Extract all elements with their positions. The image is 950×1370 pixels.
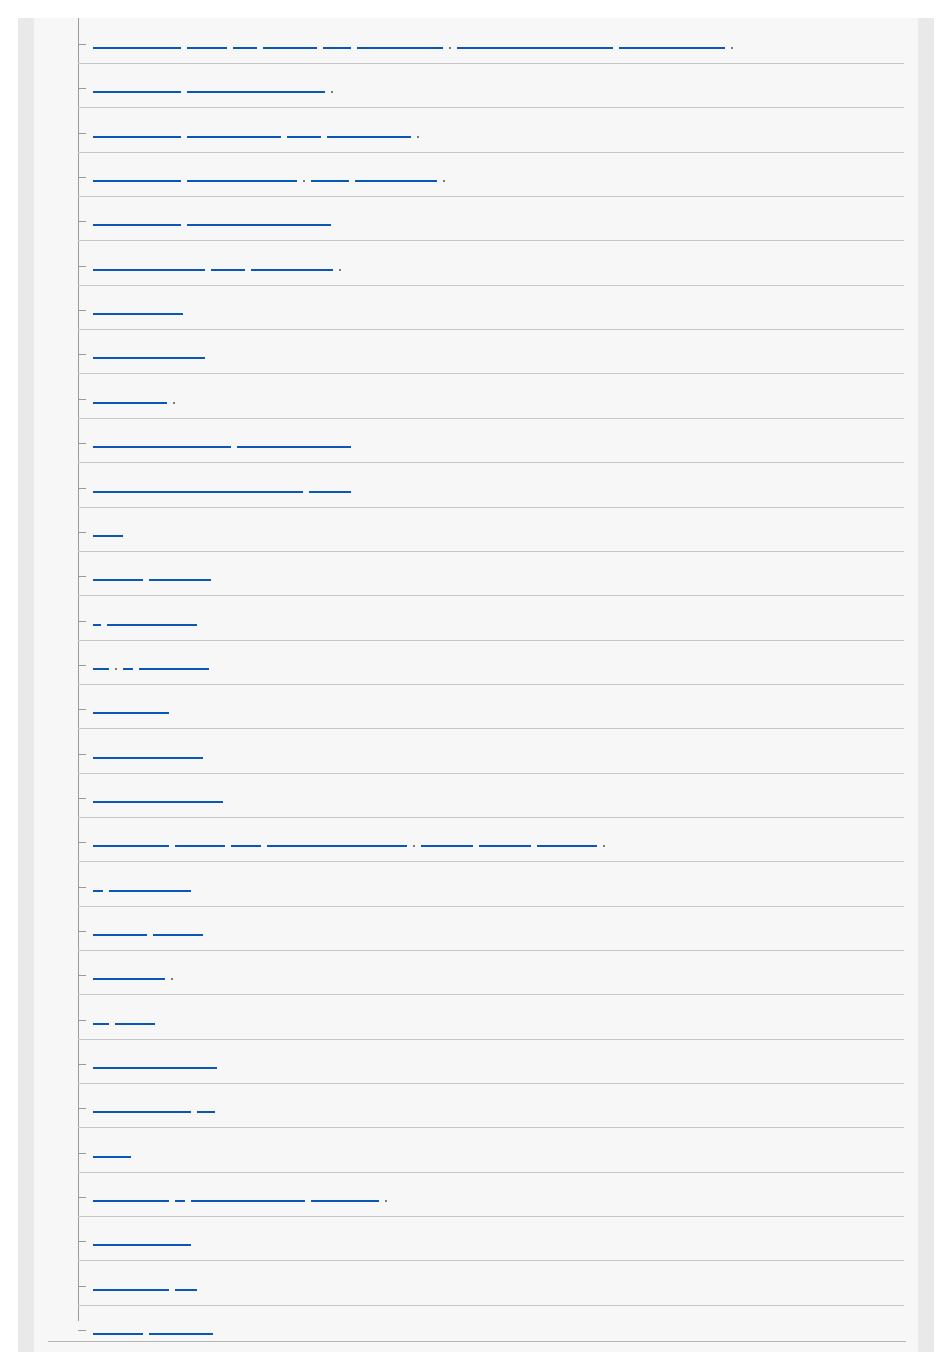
- toc-item-link[interactable]: [93, 126, 425, 139]
- tree-branch-tick: [78, 399, 86, 400]
- tree-branch-tick: [78, 754, 86, 755]
- link-text-underline: [93, 579, 143, 581]
- link-text-underline: [187, 224, 331, 226]
- toc-item-link[interactable]: [93, 1057, 223, 1070]
- link-text-underline: [311, 180, 349, 182]
- link-punctuation-mark: [385, 1200, 387, 1202]
- toc-item: [78, 330, 904, 374]
- link-punctuation-mark: [339, 269, 341, 271]
- link-punctuation-mark: [443, 180, 445, 182]
- toc-item-link[interactable]: [93, 702, 175, 715]
- toc-item: [78, 774, 904, 818]
- link-text-underline: [357, 47, 443, 49]
- link-text-underline: [93, 1067, 217, 1069]
- link-text-underline: [123, 668, 133, 670]
- link-text-underline: [93, 402, 167, 404]
- link-text-underline: [479, 845, 531, 847]
- link-text-underline: [149, 1333, 213, 1335]
- link-text-underline: [93, 845, 169, 847]
- toc-item: [78, 153, 904, 197]
- link-text-underline: [323, 47, 351, 49]
- toc-item: [78, 1084, 904, 1128]
- tree-branch-tick: [78, 1153, 86, 1154]
- link-text-underline: [93, 1111, 191, 1113]
- toc-item-link[interactable]: [93, 81, 339, 94]
- link-text-underline: [175, 1289, 197, 1291]
- right-margin-band: [918, 18, 934, 1352]
- tree-branch-tick: [78, 887, 86, 888]
- toc-item: [78, 1306, 904, 1350]
- tree-branch-tick: [78, 576, 86, 577]
- toc-item-link[interactable]: [93, 525, 129, 538]
- link-text-underline: [287, 136, 321, 138]
- link-text-underline: [421, 845, 473, 847]
- toc-item-link[interactable]: [93, 880, 197, 893]
- link-text-underline: [93, 224, 181, 226]
- toc-item-link[interactable]: [93, 259, 347, 272]
- toc-item-link[interactable]: [93, 303, 189, 316]
- toc-item: [78, 685, 904, 729]
- toc-item: [78, 818, 904, 862]
- link-punctuation-mark: [603, 845, 605, 847]
- toc-item: [78, 907, 904, 951]
- link-punctuation-mark: [115, 668, 117, 670]
- link-text-underline: [311, 1200, 379, 1202]
- link-text-underline: [175, 845, 225, 847]
- link-text-underline: [107, 624, 197, 626]
- tree-branch-tick: [78, 975, 86, 976]
- toc-item: [78, 730, 904, 774]
- toc-item: [78, 197, 904, 241]
- toc-item-link[interactable]: [93, 1279, 203, 1292]
- tree-branch-tick: [78, 266, 86, 267]
- tree-branch-tick: [78, 1241, 86, 1242]
- tree-branch-tick: [78, 88, 86, 89]
- link-punctuation-mark: [731, 47, 733, 49]
- left-margin-band: [18, 18, 34, 1352]
- toc-item: [78, 1217, 904, 1261]
- link-text-underline: [93, 357, 205, 359]
- link-text-underline: [457, 47, 613, 49]
- toc-item-link[interactable]: [93, 968, 179, 981]
- link-text-underline: [537, 845, 597, 847]
- toc-item: [78, 419, 904, 463]
- link-text-underline: [619, 47, 725, 49]
- link-text-underline: [93, 1200, 169, 1202]
- toc-item: [78, 375, 904, 419]
- toc-item: [78, 552, 904, 596]
- toc-item: [78, 641, 904, 685]
- toc-item-link[interactable]: [93, 1234, 197, 1247]
- link-text-underline: [93, 978, 165, 980]
- toc-item-link[interactable]: [93, 481, 357, 494]
- toc-item: [78, 1173, 904, 1217]
- toc-item-link[interactable]: [93, 1101, 221, 1114]
- tree-branch-tick: [78, 931, 86, 932]
- tree-branch-tick: [78, 842, 86, 843]
- toc-item-link[interactable]: [93, 658, 215, 671]
- link-text-underline: [187, 136, 281, 138]
- link-text-underline: [93, 91, 181, 93]
- tree-branch-tick: [78, 1197, 86, 1198]
- toc-item: [78, 1040, 904, 1084]
- link-text-underline: [149, 579, 211, 581]
- link-text-underline: [175, 1200, 185, 1202]
- link-punctuation-mark: [413, 845, 415, 847]
- toc-item-link[interactable]: [93, 791, 229, 804]
- link-text-underline: [237, 446, 351, 448]
- tree-branch-tick: [78, 354, 86, 355]
- link-text-underline: [93, 801, 223, 803]
- tree-branch-tick: [78, 177, 86, 178]
- toc-item-link[interactable]: [93, 214, 337, 227]
- link-text-underline: [211, 269, 245, 271]
- link-text-underline: [93, 535, 123, 537]
- toc-item: [78, 597, 904, 641]
- toc-item-link[interactable]: [93, 1146, 137, 1159]
- link-text-underline: [93, 180, 181, 182]
- link-text-underline: [187, 91, 325, 93]
- toc-item: [78, 996, 904, 1040]
- tree-branch-tick: [78, 621, 86, 622]
- tree-branch-tick: [78, 133, 86, 134]
- link-punctuation-mark: [303, 180, 305, 182]
- toc-item-link[interactable]: [93, 747, 209, 760]
- toc-item-link[interactable]: [93, 436, 357, 449]
- link-text-underline: [93, 624, 101, 626]
- link-text-underline: [263, 47, 317, 49]
- link-text-underline: [153, 934, 203, 936]
- tree-branch-tick: [78, 1108, 86, 1109]
- toc-item: [78, 64, 904, 108]
- toc-item-link[interactable]: [93, 614, 203, 627]
- toc-item: [78, 508, 904, 552]
- tree-branch-tick: [78, 1286, 86, 1287]
- link-text-underline: [109, 890, 191, 892]
- link-text-underline: [139, 668, 209, 670]
- tree-branch-tick: [78, 1330, 86, 1331]
- tree-branch-tick: [78, 709, 86, 710]
- toc-item-link[interactable]: [93, 1323, 219, 1336]
- link-text-underline: [115, 1023, 155, 1025]
- tree-branch-tick: [78, 798, 86, 799]
- toc-item-link[interactable]: [93, 37, 739, 50]
- tree-branch-tick: [78, 443, 86, 444]
- link-text-underline: [93, 1333, 143, 1335]
- link-text-underline: [197, 1111, 215, 1113]
- link-text-underline: [93, 491, 303, 493]
- toc-item-link[interactable]: [93, 835, 611, 848]
- link-text-underline: [93, 757, 203, 759]
- link-text-underline: [231, 845, 261, 847]
- toc-item: [78, 951, 904, 995]
- link-text-underline: [93, 269, 205, 271]
- tree-branch-tick: [78, 488, 86, 489]
- toc-item-link[interactable]: [93, 569, 217, 582]
- link-text-underline: [251, 269, 333, 271]
- link-text-underline: [93, 136, 181, 138]
- link-text-underline: [233, 47, 257, 49]
- toc-item-link[interactable]: [93, 1190, 393, 1203]
- link-text-underline: [191, 1200, 305, 1202]
- link-text-underline: [267, 845, 407, 847]
- link-text-underline: [93, 47, 181, 49]
- tree-branch-tick: [78, 1020, 86, 1021]
- tree-branch-tick: [78, 665, 86, 666]
- link-text-underline: [355, 180, 437, 182]
- toc-item-link[interactable]: [93, 392, 181, 405]
- toc-item: [78, 863, 904, 907]
- bottom-divider: [48, 1341, 906, 1342]
- toc-item: [78, 242, 904, 286]
- link-punctuation-mark: [171, 978, 173, 980]
- toc-item: [78, 109, 904, 153]
- toc-item-link[interactable]: [93, 347, 211, 360]
- toc-item-link[interactable]: [93, 924, 209, 937]
- toc-item-link[interactable]: [93, 170, 451, 183]
- link-text-underline: [93, 313, 183, 315]
- link-text-underline: [187, 47, 227, 49]
- link-text-underline: [309, 491, 351, 493]
- link-text-underline: [93, 934, 147, 936]
- toc-item: [78, 464, 904, 508]
- toc-item: [78, 20, 904, 64]
- link-text-underline: [93, 890, 103, 892]
- link-punctuation-mark: [449, 47, 451, 49]
- toc-item: [78, 286, 904, 330]
- link-text-underline: [93, 1244, 191, 1246]
- toc-item-link[interactable]: [93, 1013, 161, 1026]
- link-punctuation-mark: [173, 402, 175, 404]
- link-text-underline: [93, 1289, 169, 1291]
- link-text-underline: [93, 446, 231, 448]
- toc-item: [78, 1129, 904, 1173]
- link-text-underline: [93, 712, 169, 714]
- tree-branch-tick: [78, 1064, 86, 1065]
- link-punctuation-mark: [417, 136, 419, 138]
- tree-branch-tick: [78, 310, 86, 311]
- link-text-underline: [93, 1023, 109, 1025]
- tree-branch-tick: [78, 532, 86, 533]
- toc-item: [78, 1262, 904, 1306]
- link-text-underline: [187, 180, 297, 182]
- link-text-underline: [93, 668, 109, 670]
- link-punctuation-mark: [331, 91, 333, 93]
- tree-branch-tick: [78, 221, 86, 222]
- link-text-underline: [93, 1156, 131, 1158]
- link-text-underline: [327, 136, 411, 138]
- tree-branch-tick: [78, 44, 86, 45]
